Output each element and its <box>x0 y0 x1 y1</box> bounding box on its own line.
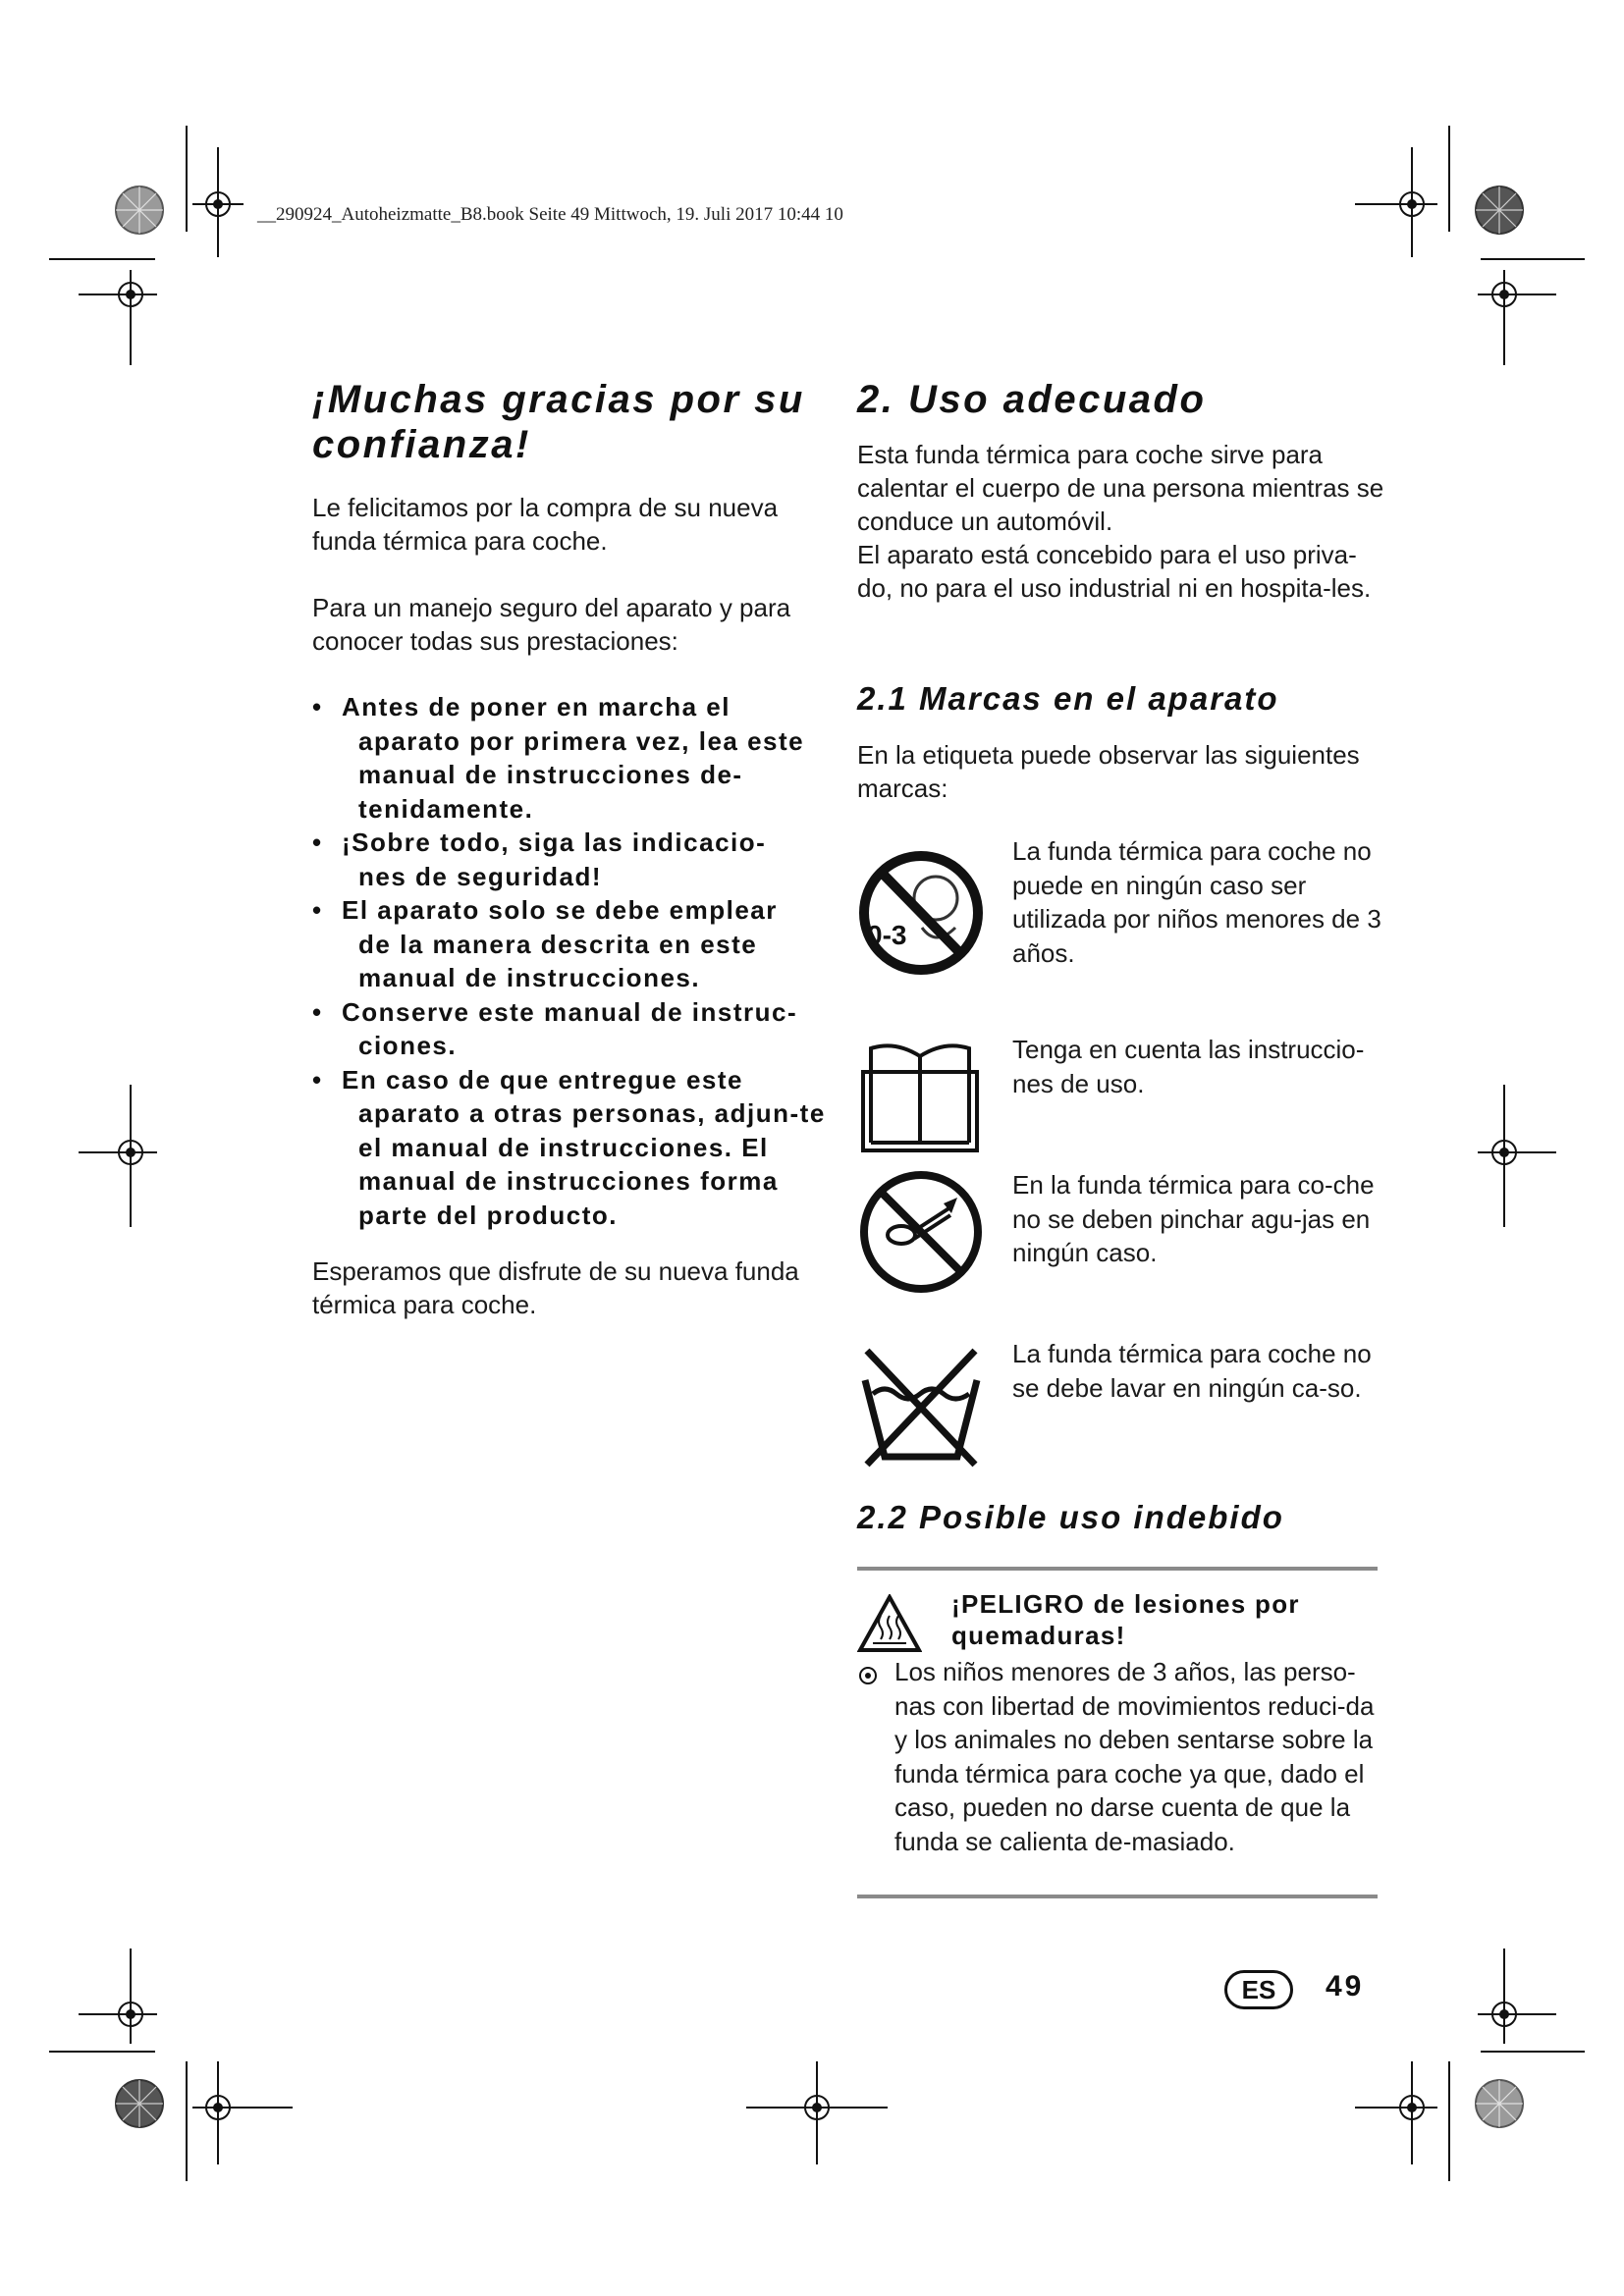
bullet-dot-icon: • <box>312 895 323 925</box>
read-instructions-icon <box>857 1033 985 1160</box>
warning-bottom-rule <box>857 1895 1378 1898</box>
safety-bullet-list <box>312 690 833 1232</box>
misuse-title: 2.2 Posible uso indebido <box>857 1499 1284 1535</box>
bullet-dot-icon: • <box>312 996 323 1027</box>
warning-body: Los niños menores de 3 años, las perso-nas con libertad de movimientos reduci-da y los animales no deben sentarse sobre la funda térmica para coche ya que, dado el caso, pueden no darse cuenta de que la funda se calienta de-masiado. <box>894 1657 1375 1856</box>
no-pins-icon <box>857 1168 985 1315</box>
print-header-line: __290924_Autoheizmatte_B8.book Seite 49 Mittwoch, 19. Juli 2017 10:44 10 <box>257 204 843 225</box>
marks-title: 2.1 Marcas en el aparato <box>857 680 1279 717</box>
mark-row-do-not-wash <box>857 1337 1387 1474</box>
intro-paragraph: Le felicitamos por la compra de su nueva funda térmica para coche. <box>312 493 779 556</box>
warning-title-line-2: quemaduras! <box>951 1621 1126 1650</box>
mark-text-no-pins: En la funda térmica para co-che no se deben pinchar agu-jas en ningún caso. <box>1012 1170 1375 1267</box>
target-bullet-icon <box>857 1665 879 1686</box>
section-paragraph-2: El aparato está concebido para el uso priva-do, no para el uso industrial ni en hospita-les. <box>857 540 1372 603</box>
list-item: • ¡Sobre todo, siga las indicacio- nes de seguridad! <box>312 828 767 891</box>
hot-surface-warning-icon <box>857 1594 922 1653</box>
section-paragraph-1: Esta funda térmica para coche sirve para calentar el cuerpo de una persona mientras se conduce un automóvil. <box>857 440 1384 536</box>
lead-paragraph: Para un manejo seguro del aparato y para conocer todas sus prestaciones: <box>312 593 791 656</box>
thanks-title-line-1: ¡Muchas gracias por su <box>312 378 805 421</box>
svg-text:0-3: 0-3 <box>867 920 907 950</box>
bullet-dot-icon: • <box>312 1064 323 1095</box>
list-item: • Antes de poner en marcha el aparato por primera vez, lea este manual de instrucciones de-tenidamente. <box>312 692 805 824</box>
list-item: • El aparato solo se debe emplear de la manera descrita en este manual de instrucciones. <box>312 895 778 992</box>
mark-row-no-children <box>857 834 1387 982</box>
left-title <box>312 377 833 467</box>
mark-text-no-children: La funda térmica para coche no puede en ningún caso ser utilizada por niños menores de 3 años. <box>1012 836 1381 968</box>
mark-row-no-pins <box>857 1168 1387 1315</box>
mark-text-read-instructions: Tenga en cuenta las instruccio-nes de uso. <box>1012 1035 1365 1098</box>
no-children-0-3-icon <box>857 834 985 982</box>
list-item: • Conserve este manual de instruc- ciones. <box>312 996 798 1060</box>
warning-title-line-1: ¡PELIGRO de lesiones por <box>951 1589 1300 1619</box>
do-not-wash-icon <box>857 1337 985 1474</box>
closing-paragraph: Esperamos que disfrute de su nueva funda térmica para coche. <box>312 1256 799 1319</box>
warning-top-rule <box>857 1567 1378 1571</box>
bullet-dot-icon: • <box>312 828 323 857</box>
mark-text-do-not-wash: La funda térmica para coche no se debe lavar en ningún ca-so. <box>1012 1339 1372 1403</box>
mark-row-read-instructions <box>857 1033 1387 1160</box>
section-title-uso-adecuado: 2. Uso adecuado <box>857 378 1207 421</box>
bullet-dot-icon: • <box>312 692 323 721</box>
language-badge: ES <box>1224 1970 1293 2009</box>
list-item: • En caso de que entregue este aparato a otras personas, adjun-te el manual de instrucciones. El manual de instrucciones forma parte del producto. <box>312 1064 826 1230</box>
marks-intro: En la etiqueta puede observar las siguientes marcas: <box>857 740 1360 803</box>
thanks-title-line-2: confianza! <box>312 423 531 466</box>
page-number: 49 <box>1326 1970 1365 2002</box>
